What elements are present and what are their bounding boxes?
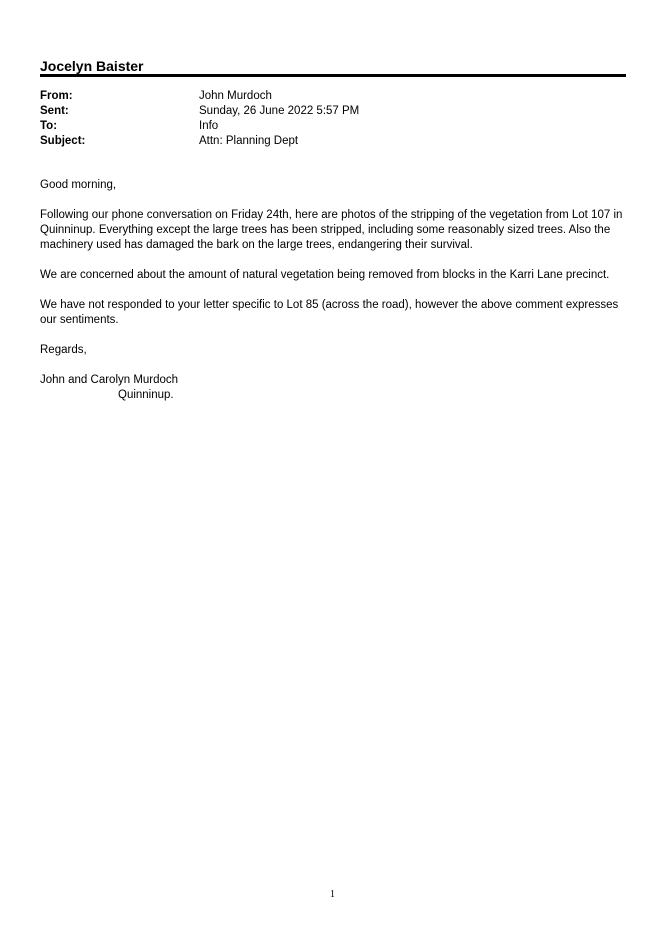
sent-value: Sunday, 26 June 2022 5:57 PM [199, 105, 360, 117]
body-paragraph: Following our phone conversation on Friday 24th, here are photos of the stripping of the vegetation from Lot 107 in Quinninup. Everything except the large trees has been stripped, including some reasonably sized trees. Also the machinery used has damaged the bark on the large trees, endangering their survival. [40, 209, 623, 251]
sent-row [40, 104, 626, 119]
subject-value: Attn: Planning Dept [199, 135, 299, 147]
subject-label: Subject: [40, 135, 86, 147]
mailbox-owner-name: Jocelyn Baister [40, 58, 144, 74]
from-row [40, 89, 626, 104]
email-header [40, 89, 626, 149]
to-value: Info [199, 120, 219, 132]
body-paragraph: We have not responded to your letter specific to Lot 85 (across the road), however the above comment expresses our sentiments. [40, 299, 619, 326]
closing: Regards, [40, 344, 87, 356]
sent-label: Sent: [40, 105, 69, 117]
signature [40, 373, 626, 403]
subject-row [40, 134, 626, 149]
greeting: Good morning, [40, 179, 117, 191]
email-body [40, 178, 626, 403]
title-divider [40, 74, 626, 77]
signature-location: Quinninup. [118, 389, 174, 401]
from-value: John Murdoch [199, 90, 272, 102]
to-row [40, 119, 626, 134]
body-paragraph: We are concerned about the amount of natural vegetation being removed from blocks in the Karri Lane precinct. [40, 269, 610, 281]
page-number: 1 [330, 889, 335, 900]
signature-name: John and Carolyn Murdoch [40, 374, 179, 386]
from-label: From: [40, 90, 73, 102]
to-label: To: [40, 120, 58, 132]
